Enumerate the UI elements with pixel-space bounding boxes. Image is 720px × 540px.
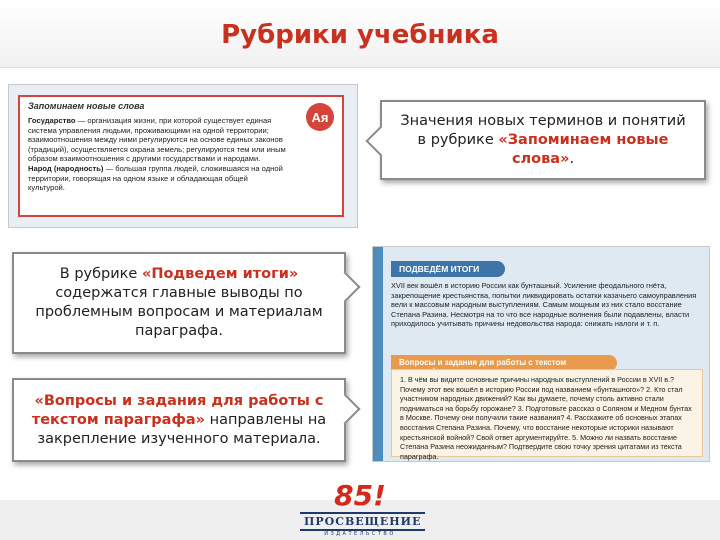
logo-publisher-sub: ИЗДАТЕЛЬСТВО [324, 531, 396, 537]
summary-heading: ПОДВЕДЁМ ИТОГИ [391, 261, 505, 277]
term-state: Государство [28, 116, 76, 125]
term-state-definition: — организация жизни, при которой существует единая система управления людьми, проживающими на одной территории; взаимоотношения между ними регулируются на основе единых законов (традиций), осуществляется охрана земель; регулируются тем или иным образом взаимоотношения с другими государствами и народами. [28, 116, 286, 164]
textbook-scan-new-words [8, 84, 358, 228]
callout-pointer [365, 125, 396, 156]
questions-box [391, 369, 703, 461]
callout-pointer [329, 271, 360, 302]
new-words-panel [18, 95, 344, 217]
questions-text: 1. В чём вы видите основные причины народных выступлений в России в XVII в.? Почему этот век вошёл в историю России под названием «бунташного»? 2. Кто стал участником народных движений? Как вы думаете, почему столь активно стали подниматься на борьбу горожане? 3. Подготовьте рассказ о Соляном и Медном бунтах в Москве. Почему они получили такие названия? 4. Расскажите об основных этапах восстания Степана Разина. Почему, что восстание некоторые историки называют крестьянской войной? Свой ответ аргументируйте. 5. Можно ли назвать восстание Степана Разина неожиданным? Подтвердите свою точку зрения цитатами из текста параграфа. [400, 375, 692, 461]
callout-pointer [329, 393, 360, 424]
callout-questions [12, 378, 346, 462]
publisher-logo [300, 479, 422, 538]
callout-new-words [380, 100, 706, 180]
page-title: Рубрики учебника [221, 20, 499, 50]
questions-heading: Вопросы и задания для работы с текстом [391, 355, 617, 371]
summary-text: XVII век вошёл в историю России как бунташный. Усиление феодального гнёта, закрепощение крестьянства, попытки ликвидировать остатки казачьего самоуправления вели к массовым народным выступлениям. Самым мощным из них стало восстание Степана Разина. Несмотря на то что все народные волнения были подавлены, власти приходилось учитывать причины недовольства народа: снижать налоги и т. п. [391, 281, 697, 329]
new-words-body [28, 116, 286, 193]
callout-questions-text: «Вопросы и задания для работы с текстом параграфа» направлены на закрепление изученного материала. [31, 392, 327, 447]
callout-summary [12, 252, 346, 354]
page-edge-strip [373, 247, 383, 462]
logo-publisher-name: ПРОСВЕЩЕНИЕ [300, 512, 425, 531]
callout-summary-text: В рубрике «Подведем итоги» содержатся главные выводы по проблемным вопросам и материалам параграфа. [35, 266, 323, 339]
callout-new-words-text: Значения новых терминов и понятий в рубрике «Запоминаем новые слова». [400, 112, 686, 167]
dictionary-icon: Ая [306, 103, 334, 131]
term-people-definition: — большая группа людей, сложившаяся на одной территории, говорящая на одном языке и обладающая общей культурой. [28, 163, 283, 193]
logo-anniversary-number: 85! [334, 479, 386, 512]
textbook-scan-summary [372, 246, 710, 462]
term-people: Народ (народность) [28, 163, 104, 173]
new-words-heading: Запоминаем новые слова [28, 101, 145, 111]
